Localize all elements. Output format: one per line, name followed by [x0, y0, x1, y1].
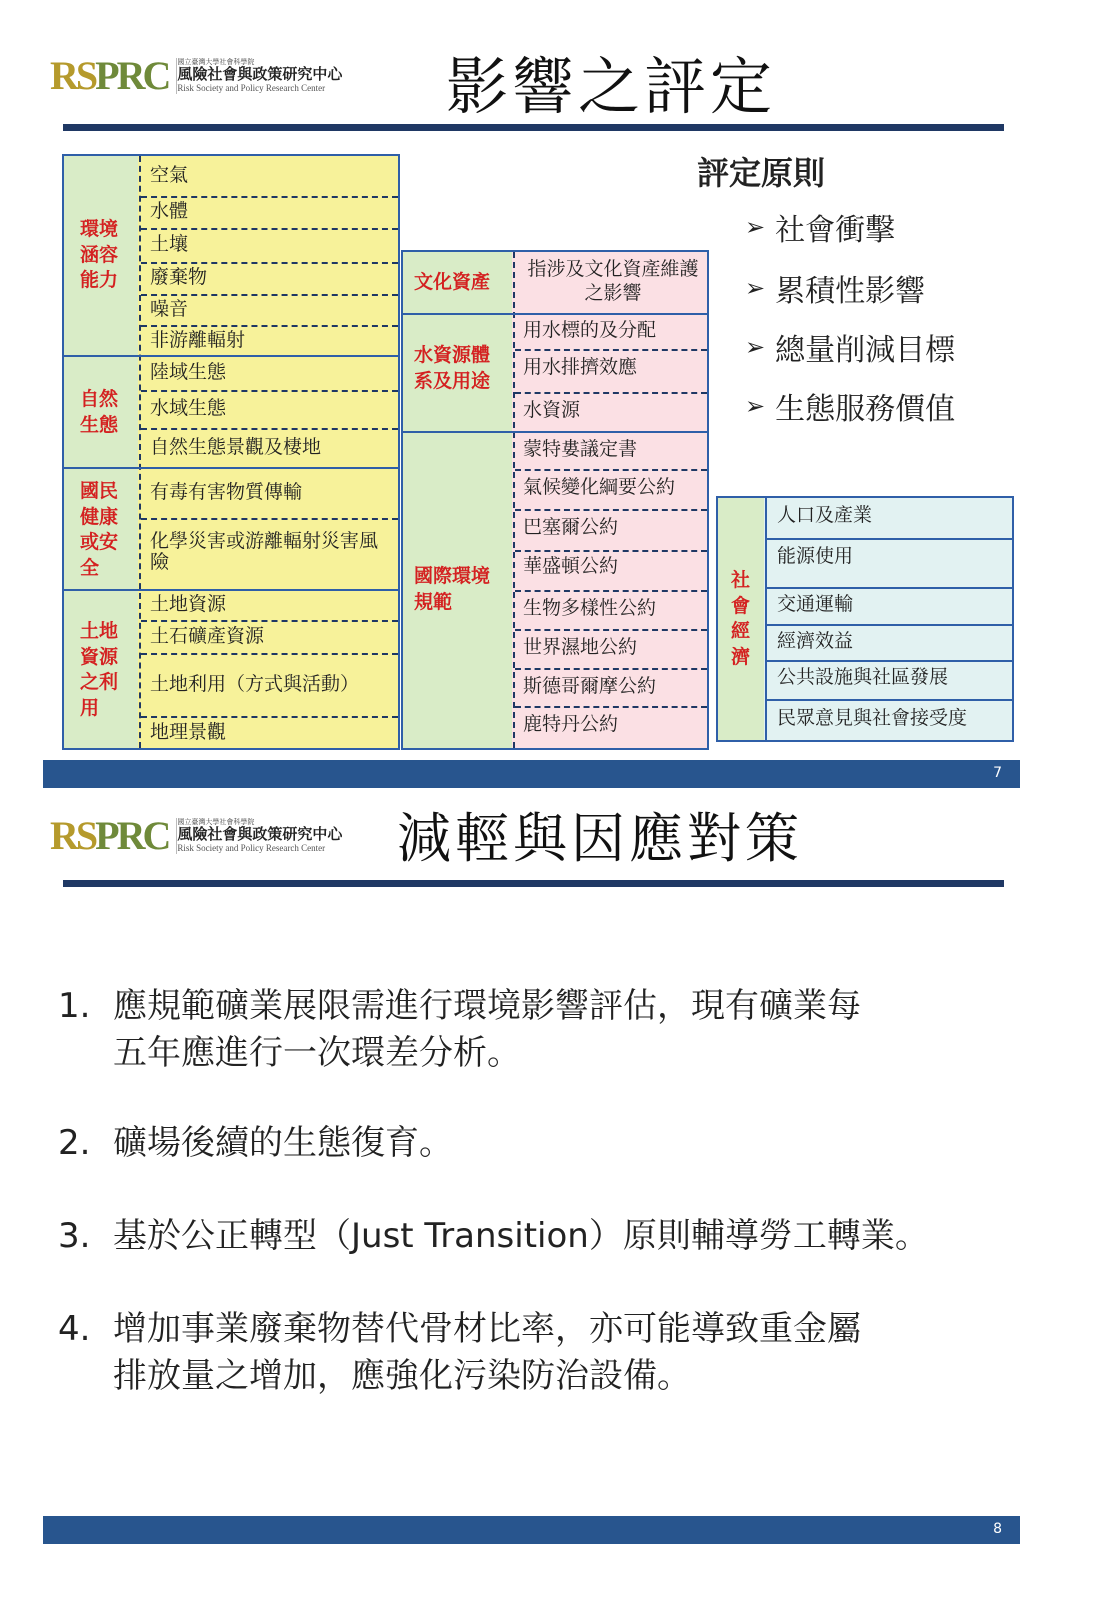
row-divider — [141, 653, 398, 655]
list-item: 3. 基於公正轉型（Just Transition）原則輔導勞工轉業。 — [58, 1216, 929, 1256]
category-label: 自然生態 — [80, 388, 119, 436]
row-divider — [141, 262, 398, 264]
table-item: 水資源 — [523, 399, 581, 421]
table-item: 非游離輻射 — [150, 329, 246, 351]
principles-title: 評定原則 — [697, 154, 826, 192]
row-divider — [767, 699, 1012, 701]
category-label: 社會經濟 — [731, 569, 751, 668]
principle-item: ➢ 社會衝擊 — [745, 213, 896, 248]
category-separator — [64, 467, 398, 469]
table-item: 人口及產業 — [777, 504, 873, 526]
list-item: 2. 礦場後續的生態復育。 — [58, 1123, 453, 1163]
table-item: 噪音 — [150, 298, 189, 320]
rsprc-logo — [50, 53, 343, 98]
table-item: 指涉及文化資產維護之影響 — [527, 258, 699, 304]
category-column-bg — [403, 252, 512, 748]
row-divider — [141, 228, 398, 230]
title-rule — [63, 124, 1004, 131]
table-item: 化學災害或游離輻射災害風險 — [150, 530, 379, 573]
category-separator — [64, 355, 398, 357]
category-separator — [64, 589, 398, 591]
table-item: 交通運輸 — [777, 593, 854, 615]
table-item: 世界濕地公約 — [523, 636, 638, 658]
row-divider — [767, 660, 1012, 662]
arrow-bullet-icon: ➢ — [745, 274, 766, 302]
row-divider — [515, 349, 707, 351]
row-divider — [141, 716, 398, 718]
row-divider — [515, 706, 707, 708]
page-number: 8 — [993, 1521, 1002, 1537]
table-item: 用水排擠效應 — [523, 356, 638, 378]
logo-text: 國立臺灣大學社會科學院 風險社會與政策研究中心 Risk Society and Policy Research Center — [177, 818, 343, 854]
row-divider — [515, 392, 707, 394]
table-item: 經濟效益 — [777, 630, 854, 652]
table-item: 巴塞爾公約 — [523, 516, 619, 538]
principle-item: ➢ 總量削減目標 — [745, 333, 956, 368]
footer-bar — [43, 760, 1020, 788]
principle-item: ➢ 生態服務價值 — [745, 392, 956, 427]
row-divider — [141, 325, 398, 327]
row-divider — [141, 428, 398, 430]
list-item: 1. 應規範礦業展限需進行環境影響評估，現有礦業每 五年應進行一次環差分析。 — [58, 986, 861, 1073]
table-item: 地理景觀 — [150, 721, 227, 743]
logo-text: 國立臺灣大學社會科學院 風險社會與政策研究中心 Risk Society and Policy Research Center — [177, 58, 343, 94]
row-divider — [141, 390, 398, 392]
slide-title: 減輕與因應對策 — [397, 807, 803, 870]
row-divider — [515, 668, 707, 670]
table-item: 土地利用（方式與活動） — [150, 673, 360, 695]
footer-bar — [43, 1516, 1020, 1544]
row-divider — [141, 620, 398, 622]
page-number: 7 — [993, 765, 1002, 781]
table-item: 華盛頓公約 — [523, 555, 619, 577]
row-divider — [141, 294, 398, 296]
table-item: 斯德哥爾摩公約 — [523, 675, 657, 697]
arrow-bullet-icon: ➢ — [745, 392, 766, 420]
table-item: 陸域生態 — [150, 361, 227, 383]
row-divider — [767, 538, 1012, 540]
category-label: 國民健康或安全 — [80, 480, 119, 579]
table-item: 土地資源 — [150, 593, 227, 615]
table-item: 民眾意見與社會接受度 — [777, 707, 968, 729]
category-label: 文化資產 — [414, 271, 491, 293]
category-label: 土地資源之利用 — [80, 620, 119, 719]
row-divider — [141, 518, 398, 520]
logo-mark: RSPRC — [50, 813, 169, 858]
table-item: 蒙特婁議定書 — [523, 438, 638, 460]
table-item: 有毒有害物質傳輸 — [150, 481, 303, 503]
row-divider — [515, 509, 707, 511]
table-item: 能源使用 — [777, 545, 854, 567]
column-divider — [513, 252, 515, 748]
table-item: 水域生態 — [150, 397, 227, 419]
row-divider — [515, 590, 707, 592]
table-item: 氣候變化綱要公約 — [523, 476, 676, 498]
table-item: 用水標的及分配 — [523, 319, 657, 341]
table-item: 土石礦產資源 — [150, 625, 265, 647]
list-item: 4. 增加事業廢棄物替代骨材比率，亦可能導致重金屬 排放量之增加，應強化污染防治設備。 — [58, 1309, 861, 1396]
row-divider — [767, 587, 1012, 589]
category-separator — [403, 313, 707, 315]
row-divider — [515, 469, 707, 471]
principle-item: ➢ 累積性影響 — [745, 274, 926, 309]
table-item: 土壤 — [150, 233, 189, 255]
row-divider — [141, 196, 398, 198]
table-item: 空氣 — [150, 164, 189, 186]
rsprc-logo — [50, 813, 343, 858]
category-separator — [403, 431, 707, 433]
logo-mark: RSPRC — [50, 53, 169, 98]
title-rule — [63, 880, 1004, 887]
column-divider — [139, 156, 141, 748]
slide-title: 影響之評定 — [446, 50, 777, 123]
category-label: 水資源體系及用途 — [414, 344, 491, 392]
table-item: 自然生態景觀及棲地 — [150, 436, 322, 458]
column-divider — [765, 498, 767, 740]
table-item: 生物多樣性公約 — [523, 597, 657, 619]
row-divider — [515, 550, 707, 552]
arrow-bullet-icon: ➢ — [745, 213, 766, 241]
table-item: 鹿特丹公約 — [523, 713, 619, 735]
arrow-bullet-icon: ➢ — [745, 333, 766, 361]
table-item: 公共設施與社區發展 — [777, 666, 949, 688]
table-item: 水體 — [150, 200, 189, 222]
table-item: 廢棄物 — [150, 266, 208, 288]
row-divider — [767, 624, 1012, 626]
category-label: 國際環境規範 — [414, 565, 491, 613]
row-divider — [515, 629, 707, 631]
category-label: 環境涵容能力 — [80, 218, 119, 292]
